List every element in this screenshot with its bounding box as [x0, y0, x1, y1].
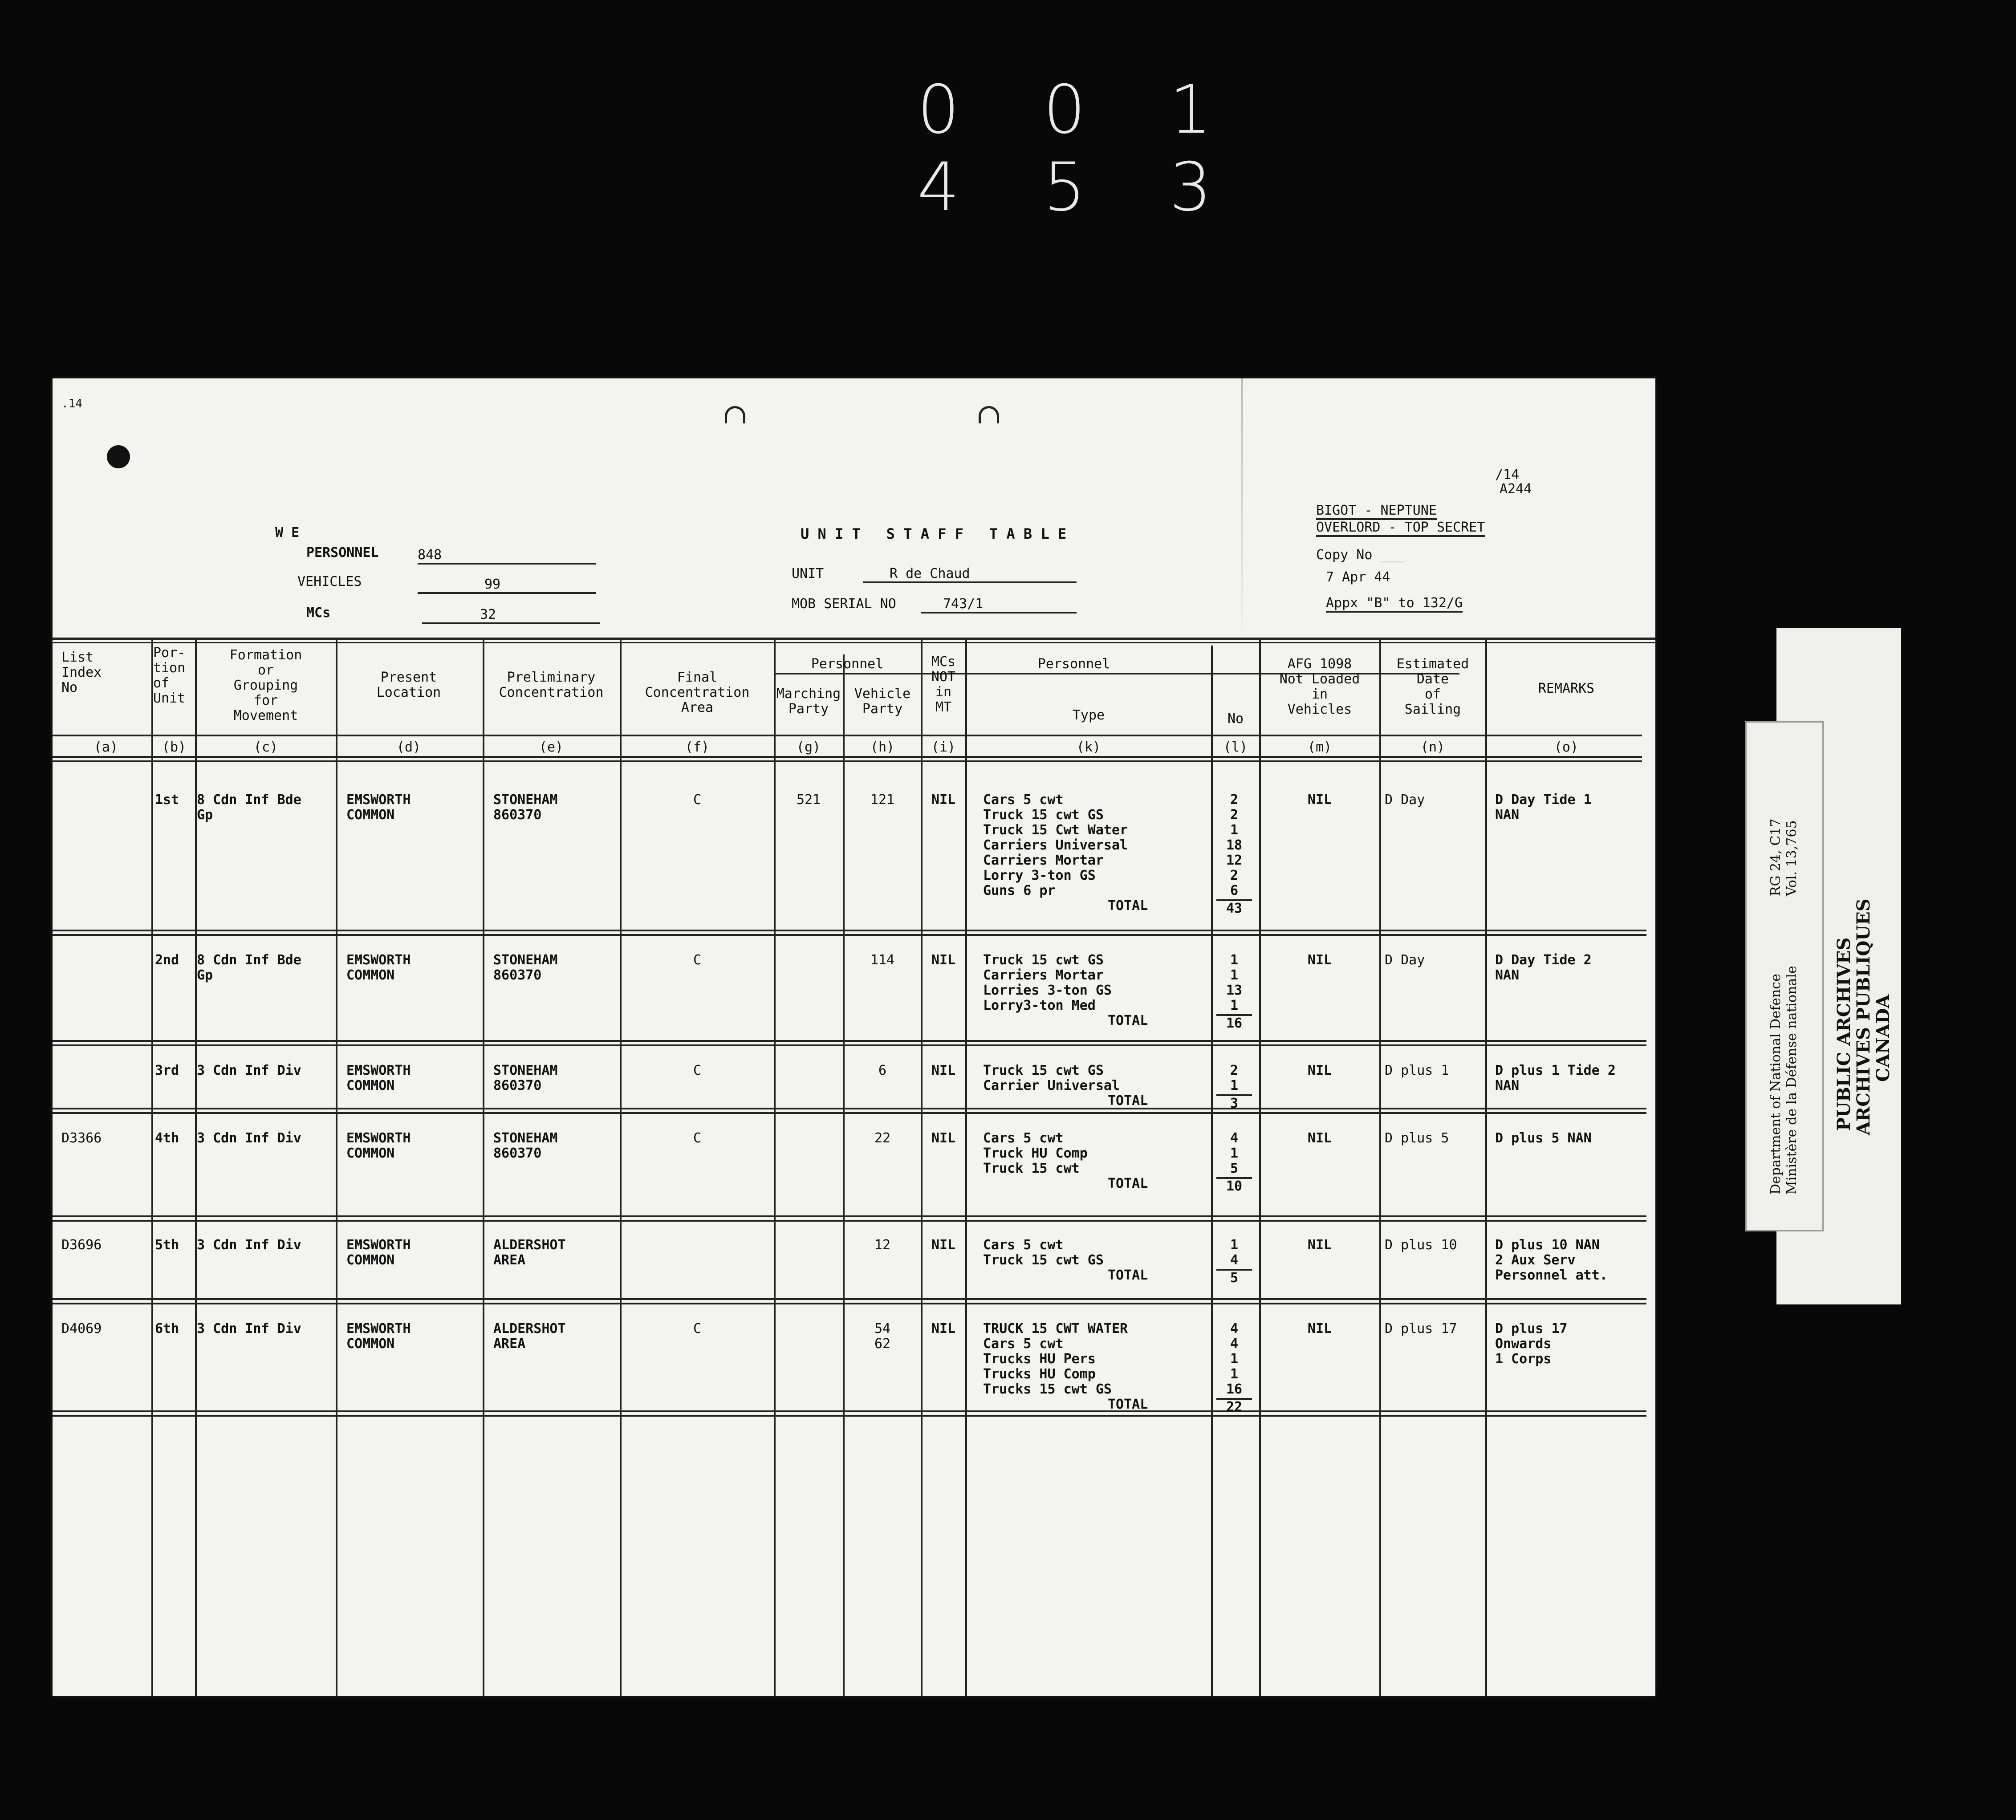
frame-number: 0 0 1 4 5 3	[917, 71, 1243, 226]
cell-vehicle-types: TRUCK 15 CWT WATER Cars 5 cwt Trucks HU Pers Trucks HU Comp Trucks 15 cwt GS	[983, 1321, 1128, 1397]
cell-remarks: D Day Tide 1 NAN	[1495, 792, 1592, 823]
archive-country: CANADA	[1873, 994, 1894, 1082]
security-line2: OVERLORD - TOP SECRET	[1316, 520, 1485, 537]
cell-sailing: D Day	[1385, 952, 1425, 968]
record-group: RG 24, C17	[1768, 818, 1784, 896]
cell-total-label: TOTAL	[1108, 1397, 1148, 1412]
header-portion: Por- tion of Unit	[153, 645, 186, 706]
cell-portion: 3rd	[155, 1063, 179, 1078]
cell-sailing: D Day	[1385, 792, 1425, 808]
punch-dot	[107, 445, 130, 468]
cell-preliminary: STONEHAM 860370	[493, 1130, 558, 1161]
rule	[53, 1303, 1646, 1304]
cell-remarks: D plus 5 NAN	[1495, 1130, 1592, 1146]
cell-preliminary: ALDERSHOT AREA	[493, 1321, 566, 1352]
cell-mcs: NIL	[931, 792, 956, 808]
rule	[53, 735, 1642, 736]
personnel-label: PERSONNEL	[306, 545, 379, 561]
header-preliminary: Preliminary Concentration	[499, 670, 604, 700]
volume: Vol. 13,765	[1784, 820, 1800, 896]
cell-formation: 3 Cdn Inf Div	[197, 1063, 301, 1078]
cell-remarks: D plus 17 Onwards 1 Corps	[1495, 1321, 1568, 1367]
cell-marching-party: 521	[796, 792, 821, 808]
cell-total-label: TOTAL	[1108, 1013, 1148, 1028]
header-mcs-not-in-mt: MCs NOT in MT	[931, 654, 956, 715]
cell-preliminary: ALDERSHOT AREA	[493, 1237, 566, 1268]
cell-portion: 5th	[155, 1237, 179, 1253]
cell-vehicle-party: 6	[878, 1063, 887, 1078]
header-present-location: Present Location	[376, 670, 441, 700]
cell-present-location: EMSWORTH COMMON	[346, 1237, 411, 1268]
col-letter: (e)	[539, 739, 564, 755]
mcs-value: 32	[422, 607, 600, 624]
cell-formation: 3 Cdn Inf Div	[197, 1321, 301, 1337]
cell-total-label: TOTAL	[1108, 1268, 1148, 1283]
cell-portion: 6th	[155, 1321, 179, 1337]
cell-final-area: C	[693, 1063, 702, 1078]
cell-vehicle-types: Truck 15 cwt GS Carriers Mortar Lorries 3-ton GS Lorry3-ton Med	[983, 952, 1112, 1013]
rule	[53, 1298, 1646, 1300]
col-letter: (i)	[931, 739, 956, 755]
cell-present-location: EMSWORTH COMMON	[346, 1321, 411, 1352]
cell-present-location: EMSWORTH COMMON	[346, 952, 411, 983]
mob-serial-label: MOB SERIAL NO	[792, 596, 896, 612]
cell-total-label: TOTAL	[1108, 898, 1148, 914]
cell-sailing: D plus 5	[1385, 1130, 1449, 1146]
cell-afg: NIL	[1307, 1237, 1332, 1253]
cell-afg: NIL	[1307, 1130, 1332, 1146]
cell-vehicle-total: 5	[1230, 1270, 1239, 1286]
rule	[53, 1112, 1646, 1114]
cell-vehicle-types: Truck 15 cwt GS Carrier Universal	[983, 1063, 1120, 1093]
archive-name-en: PUBLIC ARCHIVES	[1833, 937, 1854, 1131]
col-letter: (a)	[93, 739, 118, 755]
cell-portion: 1st	[155, 792, 179, 808]
archive-name-fr: ARCHIVES PUBLIQUES	[1853, 898, 1874, 1135]
col-letter: (m)	[1307, 739, 1332, 755]
cell-mcs: NIL	[931, 1130, 956, 1146]
rule	[53, 1415, 1646, 1417]
rule	[966, 673, 1170, 674]
col-letter: (h)	[870, 739, 895, 755]
cell-sailing: D plus 1	[1385, 1063, 1449, 1078]
rule	[53, 930, 1646, 931]
cell-mcs: NIL	[931, 1237, 956, 1253]
header-personnel: Personnel	[811, 656, 884, 672]
cell-formation: 8 Cdn Inf Bde Gp	[197, 792, 301, 823]
cell-vehicle-counts: 2 2 1 18 12 2 6	[1226, 792, 1243, 898]
cell-portion: 4th	[155, 1130, 179, 1146]
copy-no: Copy No ___	[1316, 547, 1405, 563]
rule	[53, 1410, 1646, 1412]
col-letter: (d)	[396, 739, 421, 755]
personnel-value: 848	[418, 548, 596, 565]
header-marching-party: Marching Party	[776, 686, 841, 717]
col-letter: (o)	[1554, 739, 1579, 755]
cell-remarks: D plus 10 NAN 2 Aux Serv Personnel att.	[1495, 1237, 1608, 1283]
appendix-ref: Appx "B" to 132/G	[1326, 596, 1463, 613]
cell-vehicle-types: Cars 5 cwt Truck 15 cwt GS	[983, 1237, 1104, 1268]
col-letter: (c)	[253, 739, 278, 755]
header-no: No	[1227, 711, 1244, 727]
mob-serial-value: 743/1	[921, 597, 1077, 613]
cell-vehicle-party: 12	[874, 1237, 891, 1253]
cell-vehicle-counts: 1 4	[1230, 1237, 1239, 1268]
we-label: W E	[275, 525, 300, 540]
cell-afg: NIL	[1307, 952, 1332, 968]
mcs-label: MCs	[306, 605, 331, 621]
rule	[53, 1108, 1646, 1109]
rule	[53, 760, 1642, 762]
vehicles-label: VEHICLES	[297, 574, 362, 589]
table-title: U N I T S T A F F T A B L E	[801, 525, 1067, 542]
cell-list-index: D3696	[61, 1237, 102, 1253]
cell-vehicle-total: 16	[1226, 1016, 1243, 1031]
cell-formation: 8 Cdn Inf Bde Gp	[197, 952, 301, 983]
header-final: Final Concentration Area	[645, 670, 750, 715]
dept-name-fr: Ministère de la Défense nationale	[1784, 966, 1800, 1194]
cell-present-location: EMSWORTH COMMON	[346, 1063, 411, 1093]
paper-fold	[1241, 378, 1243, 628]
cell-sailing: D plus 17	[1385, 1321, 1457, 1337]
cell-afg: NIL	[1307, 1063, 1332, 1078]
archive-stamp-inner	[1745, 721, 1824, 1231]
header-formation: Formation or Grouping for Movement	[229, 647, 302, 723]
cell-final-area: C	[693, 952, 702, 968]
document-sheet	[53, 378, 1655, 1696]
code-ref: A244	[1500, 481, 1532, 497]
margin-mark: .14	[61, 397, 82, 410]
col-letter: (f)	[685, 739, 710, 755]
header-afg-1098: AFG 1098 Not Loaded in Vehicles	[1279, 656, 1360, 717]
cell-formation: 3 Cdn Inf Div	[197, 1237, 301, 1253]
cell-final-area: C	[693, 1321, 702, 1337]
cell-vehicle-counts: 2 1	[1230, 1063, 1239, 1093]
col-letter: (b)	[162, 739, 187, 755]
cell-vehicle-total: 10	[1226, 1178, 1243, 1194]
cell-final-area: C	[693, 1130, 702, 1146]
cell-list-index: D3366	[61, 1130, 102, 1146]
cell-mcs: NIL	[931, 952, 956, 968]
dept-name-en: Department of National Defence	[1768, 974, 1784, 1194]
cell-vehicle-counts: 4 1 5	[1230, 1130, 1239, 1176]
cell-vehicle-types: Cars 5 cwt Truck 15 cwt GS Truck 15 Cwt Water Carriers Universal Carriers Mortar Lorry 3-ton GS Guns 6 pr	[983, 792, 1128, 898]
cell-sailing: D plus 10	[1385, 1237, 1457, 1253]
col-letter: (n)	[1420, 739, 1445, 755]
header-type: Type	[1072, 707, 1105, 723]
cell-vehicle-party: 22	[874, 1130, 891, 1146]
unit-label: UNIT	[792, 566, 824, 581]
cell-afg: NIL	[1307, 792, 1332, 808]
cell-total-label: TOTAL	[1108, 1176, 1148, 1191]
header-sailing: Estimated Date of Sailing	[1396, 656, 1469, 717]
rule	[53, 1215, 1646, 1217]
cell-final-area: C	[693, 792, 702, 808]
vehicles-value: 99	[418, 577, 596, 594]
cell-vehicle-counts: 1 1 13 1	[1226, 952, 1243, 1013]
cell-vehicle-counts: 4 4 1 1 16	[1226, 1321, 1243, 1397]
rule	[53, 642, 1655, 643]
binder-hole-right	[979, 406, 999, 423]
col-letter: (l)	[1223, 739, 1248, 755]
cell-present-location: EMSWORTH COMMON	[346, 792, 411, 823]
col-letter: (g)	[796, 739, 821, 755]
cell-list-index: D4069	[61, 1321, 102, 1337]
cell-vehicle-party: 114	[870, 952, 895, 968]
cell-portion: 2nd	[155, 952, 179, 968]
cell-preliminary: STONEHAM 860370	[493, 1063, 558, 1093]
header-vehicle-party: Vehicle Party	[854, 686, 911, 717]
header-personnel-type-group: Personnel	[1037, 656, 1110, 672]
rule	[53, 1040, 1646, 1042]
cell-vehicle-total: 43	[1226, 901, 1243, 916]
cell-vehicle-total: 3	[1230, 1096, 1239, 1111]
page-ref: /14	[1495, 467, 1520, 483]
rule	[53, 1044, 1646, 1046]
header-remarks: REMARKS	[1538, 681, 1595, 696]
cell-vehicle-party: 121	[870, 792, 895, 808]
cell-vehicle-total: 22	[1226, 1399, 1243, 1415]
cell-formation: 3 Cdn Inf Div	[197, 1130, 301, 1146]
security-line1: BIGOT - NEPTUNE	[1316, 503, 1437, 520]
cell-mcs: NIL	[931, 1321, 956, 1337]
rule	[53, 934, 1646, 936]
header-list-index: List Index No	[61, 650, 102, 695]
binder-hole-left	[725, 406, 745, 423]
cell-remarks: D Day Tide 2 NAN	[1495, 952, 1592, 983]
rule	[53, 638, 1655, 640]
cell-preliminary: STONEHAM 860370	[493, 952, 558, 983]
rule	[53, 756, 1642, 758]
cell-mcs: NIL	[931, 1063, 956, 1078]
col-letter: (k)	[1076, 739, 1101, 755]
date: 7 Apr 44	[1326, 569, 1390, 585]
cell-vehicle-party: 54 62	[874, 1321, 891, 1352]
cell-remarks: D plus 1 Tide 2 NAN	[1495, 1063, 1616, 1093]
unit-value: R de Chaud	[863, 566, 1077, 583]
cell-present-location: EMSWORTH COMMON	[346, 1130, 411, 1161]
rule	[53, 1220, 1646, 1222]
cell-vehicle-types: Cars 5 cwt Truck HU Comp Truck 15 cwt	[983, 1130, 1088, 1176]
cell-afg: NIL	[1307, 1321, 1332, 1337]
cell-preliminary: STONEHAM 860370	[493, 792, 558, 823]
cell-total-label: TOTAL	[1108, 1093, 1148, 1109]
